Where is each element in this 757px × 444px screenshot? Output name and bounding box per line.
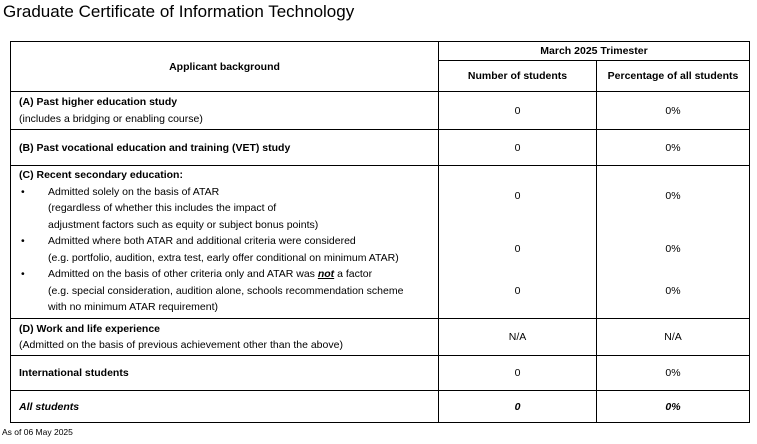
row-international-title: International students [11,356,439,391]
row-all-title: All students [11,391,439,423]
row-b-title: (B) Past vocational education and training (VET) study [11,130,439,166]
table-row-d [11,319,750,356]
table-row-a [11,92,750,130]
page-title: Graduate Certificate of Information Technology [3,2,355,21]
row-c-title: (C) Recent secondary education: [19,169,183,181]
row-d-subtitle: (Admitted on the basis of previous achievement other than the above) [19,339,343,351]
header-trimester: March 2025 Trimester [439,42,750,61]
list-item: • Admitted solely on the basis of ATAR (regardless of whether this includes the impact of adjustment factors such as equity or subject bonus points) [21,185,319,231]
row-b-percent: 0% [597,130,750,166]
row-all-number: 0 [439,391,597,423]
table-row-c [11,166,750,319]
row-d-percent: N/A [597,319,750,356]
bullet-icon: • [21,185,25,198]
table-row-international [11,356,750,391]
as-of-date: As of 06 May 2025 [2,427,73,437]
header-number-of-students: Number of students [439,61,597,92]
row-c2-percent: 0% [665,243,681,255]
row-international-percent: 0% [597,356,750,391]
applicant-background-table [10,41,750,423]
row-a-percent: 0% [597,92,750,130]
row-c3-number: 0 [514,285,521,297]
bullet-icon: • [21,268,25,280]
header-percentage: Percentage of all students [597,61,750,92]
table-row-all [11,391,750,423]
list-item: • Admitted where both ATAR and additional criteria were considered (e.g. portfolio, audition, extra test, early offer conditional on minimum ATAR) [21,235,399,264]
row-c1-percent: 0% [665,190,681,202]
row-d-title: (D) Work and life experience [19,322,161,335]
row-d-number: N/A [439,319,597,356]
row-international-number: 0 [439,356,597,391]
row-all-percent: 0% [597,391,750,423]
emphasis-not: not [317,268,335,280]
bullet-icon: • [21,235,25,247]
table-row-b [11,130,750,166]
row-a-number: 0 [439,92,597,130]
row-c1-number: 0 [514,190,521,202]
row-c3-percent: 0% [665,285,681,297]
row-c2-number: 0 [514,243,521,255]
row-a-subtitle: (includes a bridging or enabling course) [19,112,203,125]
row-b-number: 0 [439,130,597,166]
row-a-title: (A) Past higher education study [19,96,178,108]
header-applicant-background: Applicant background [11,42,439,92]
list-item: • Admitted on the basis of other criteria only and ATAR was not a factor (e.g. special consideration, audition alone, schools recommendation scheme with no minimum ATAR requirement) [21,268,404,313]
